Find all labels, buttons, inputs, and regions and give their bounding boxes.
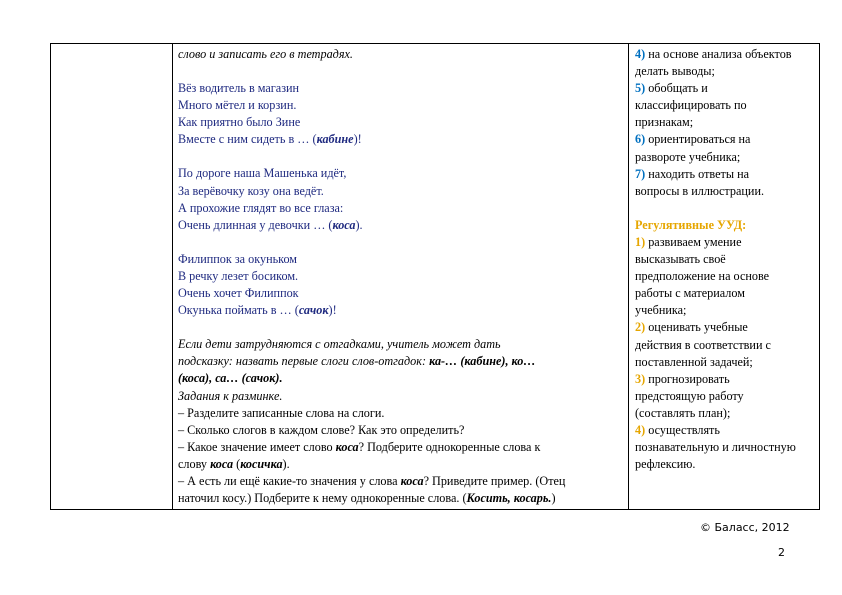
riddle-2: По дороге наша Машенька идёт, За верёвочку козу она ведёт. А прохожие глядят во все глаза: Очень длинная у девочки … (коса). <box>178 166 363 232</box>
uud-text: 4) на основе анализа объектов делать выводы; 5) обобщать и классифицировать по признакам; 6) ориентироваться на развороте учебника; 7) находить ответы на вопросы в иллюстрации. Регулятивные УУД: 1) развиваем умение высказывать своё предположение на основе работы с материалом учебника; 2) оценивать учебные действия в соответствии с поставленной задачей; 3) прогнозировать предстоящую работу (составлять план); 4) осуществлять познавательную и личностную рефлексию. <box>635 46 817 473</box>
table-column-uud <box>629 44 819 509</box>
warmup-task: – Какое значение имеет слово коса? Подберите однокоренные слова к <box>178 439 541 454</box>
uud-item: 3) прогнозировать <box>635 371 730 386</box>
uud-item: 6) ориентироваться на <box>635 132 751 147</box>
uud-item: 1) развиваем умение <box>635 234 742 249</box>
uud-item: 7) находить ответы на <box>635 166 750 181</box>
table-column-content <box>173 44 629 509</box>
riddle-1: Вёз водитель в магазин Много мётел и корзин. Как приятно было Зине Вместе с ним сидеть в … (кабине)! <box>178 81 362 147</box>
warmup-task: – Сколько слогов в каждом слове? Как это определить? <box>178 422 465 437</box>
uud-item: 4) осуществлять <box>635 422 720 437</box>
uud-item: 5) обобщать и <box>635 81 708 96</box>
lesson-table <box>50 43 820 510</box>
riddle-3: Филиппок за окуньком В речку лезет босиком. Очень хочет Филиппок Окунька поймать в … (сачок)! <box>178 251 337 318</box>
warmup-task: – А есть ли ещё какие-то значения у слова коса? Приведите пример. (Отец <box>178 473 566 488</box>
hint-paragraph: Если дети затрудняются с отгадками, учитель может дать подсказку: назвать первые слоги слов-отгадок: ка-… (кабине), ко… (коса), са… (сачок). <box>178 337 536 386</box>
copyright-text: © Баласс, 2012 <box>700 521 790 534</box>
table-column-stage <box>51 44 173 509</box>
warmup-task: – Разделите записанные слова на слоги. <box>178 405 385 420</box>
page-number: 2 <box>778 546 785 559</box>
uud-item: 2) оценивать учебные <box>635 320 748 335</box>
content-text: слово и записать его в тетрадях. Вёз водитель в магазин Много мётел и корзин. Как приятно было Зине Вместе с ним сидеть в … (кабине)! По дороге наша Машенька идёт, За верёвочку козу она ведёт. А прохожие глядят во все глаза: Очень длинная у девочки … (коса). Филиппок за окуньком В речку лезет босиком. Очень хочет Филиппок Окунька поймать в … (сачок)! Если дети затрудняются с отгадками, учитель может дать подсказку: назвать первые слоги слов-отгадок: ка-… (кабине), ко… (коса), са… (сачок). Задания к разминке. – Разделите записанные слова на слоги. – Сколько слогов в каждом слове? Как это определить? – Какое значение имеет слово коса? Подберите однокоренные слова к слову коса (косичка). – А есть ли ещё какие-то значения у слова коса? Приведите пример. (Отец наточил косу.) Подберите к нему однокоренные слова. (Косить, косарь.) <box>178 46 624 507</box>
intro-line: слово и записать его в тетрадях. <box>178 47 353 61</box>
uud-item: 4) на основе анализа объектов <box>635 47 792 61</box>
warmup-title: Задания к разминке. <box>178 388 283 403</box>
regulative-heading: Регулятивные УУД: <box>635 217 747 232</box>
